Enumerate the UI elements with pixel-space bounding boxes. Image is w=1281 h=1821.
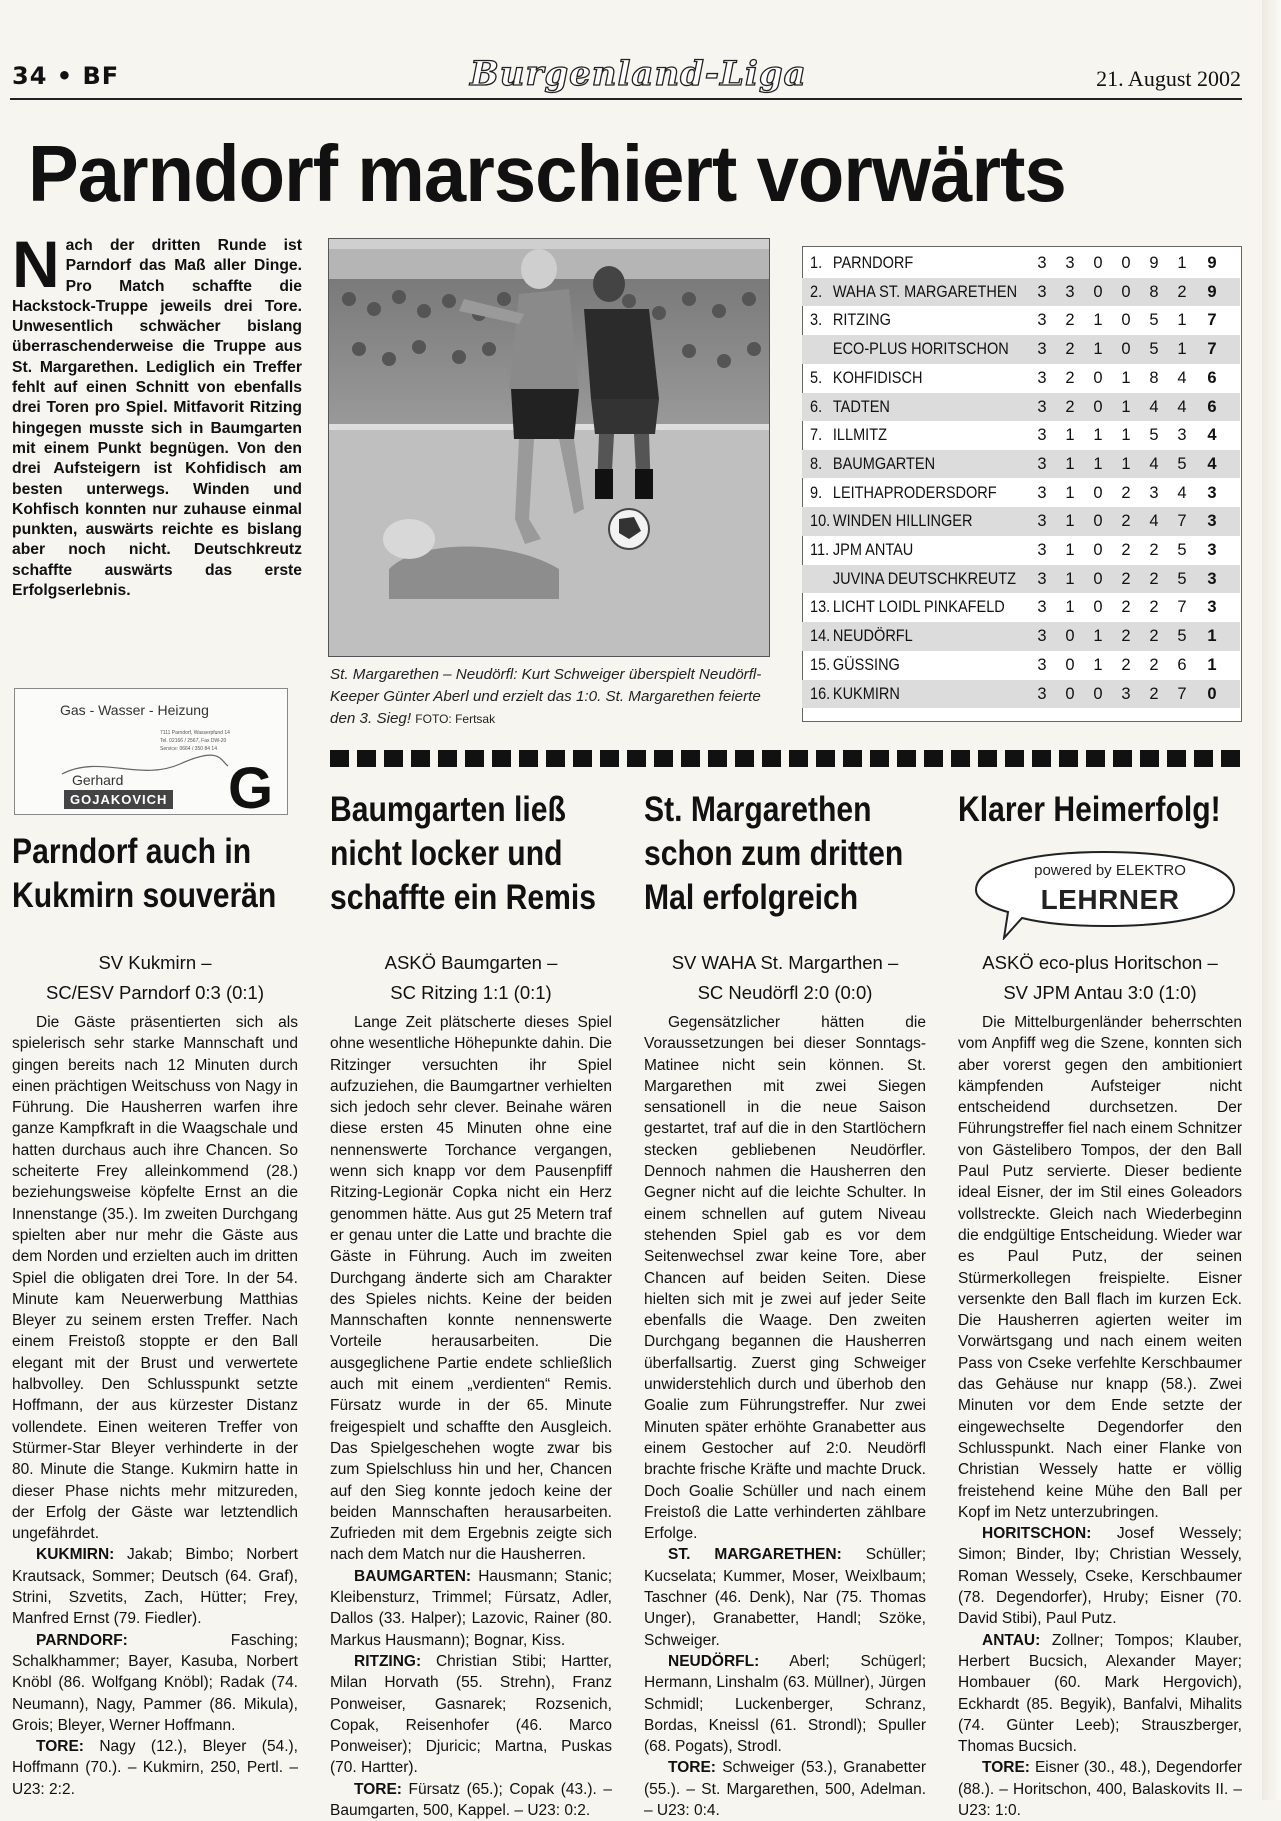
article-4-body	[958, 1012, 1242, 1821]
team-name	[810, 306, 1005, 335]
games-played: 3	[1037, 684, 1047, 703]
intro-text: ach der dritten Runde ist Parndorf das Maß aller Dinge. Pro Match schaffte die Hackstock-Truppe jeweils drei Tore. Unwesentlich schwächer bislang überraschenderweise die Truppe aus St. Margarethen. Lediglich ein Treffer fehlt auf einen Schnitt von ebenfalls drei Toren pro Spiel. Mitfavorit Ritzing hingegen musste sich in Baumgarten mit einem Punkt begnügen. Von den drei Aufsteigern ist Kohfidisch am besten unterwegs. Winden und Kohfisch konnten nur zuhause einmal punkten, auswärts reichte es bislang aber noch nicht. Deutschkreutz schaffte auswärts das erste Erfolgserlebnis.	[12, 237, 302, 600]
rank: 5.	[810, 368, 823, 387]
goals-for: 5	[1149, 311, 1159, 330]
lineup	[12, 1544, 298, 1629]
goals-for: 5	[1149, 340, 1159, 359]
wins: 1	[1065, 426, 1075, 445]
match-line: SV Kukmirn –	[98, 952, 212, 973]
ad-last-name: GOJAKOVICH	[64, 790, 173, 809]
article-2-body	[330, 1012, 612, 1821]
lineup-label: NEUDÖRFL:	[668, 1652, 760, 1670]
goals-against: 1	[1177, 340, 1187, 359]
team-label: WAHA ST. MARGARETHEN	[832, 282, 1018, 301]
goals-text: Schweiger (53.), Granabetter (55.). – St. Margarethen, 500, Adelman. – U23: 0:4.	[644, 1759, 926, 1819]
article-1-headline	[12, 830, 276, 918]
sponsor-name: LEHRNER	[1040, 884, 1180, 915]
page-edge-shadow	[1262, 0, 1281, 1800]
losses: 0	[1121, 340, 1131, 359]
table-row	[802, 565, 1240, 594]
main-headline: Parndorf marschiert vorwärts	[28, 129, 1066, 218]
table-row	[802, 651, 1240, 680]
lineup	[330, 1566, 612, 1651]
games-played: 3	[1037, 483, 1047, 502]
lineup-label: ST. MARGARETHEN:	[668, 1546, 842, 1564]
goals-against: 5	[1177, 569, 1187, 588]
games-played: 3	[1037, 282, 1047, 301]
article-text: Die Gäste präsentierten sich als spielerisch sehr starke Mannschaft und gingen bereits nach 12 Minuten durch einen prächtigen Weitschuss von Nagy in Führung. Die Hausherren warfen ihre ganze Kampfkraft in die Waagschale und hatten durchaus auch ihre Chancen. So scheiterte Frey alleinkommend (28.) beziehungsweise köpfelte Ernst an die Innenstange (35.). Im zweiten Durchgang spielten aber nur mehr die Gäste aus dem Norden und erzielten auch im dritten Spiel die obligaten drei Tore. In der 54. Minute kam Neuerwerbung Matthias Bleyer zu seinem ersten Treffer. Nach einem Freistoß stoppte er den Ball elegant mit der Brust und verwertete halbvolley. Den Schlusspunkt setzte Hoffmann, der aus kürzester Distanz vollendete. Einen weiteren Treffer von Stürmer-Star Bleyer verhinderte in der 80. Minute die Stange. Kukmirn hatte in dieser Phase nichts mehr mitzureden, der Erfolg der Gäste war letztendlich ungefährdet.	[12, 1014, 298, 1543]
team-name	[810, 536, 1005, 565]
games-played: 3	[1037, 426, 1047, 445]
team-label: ILLMITZ	[832, 426, 887, 445]
goals-for: 2	[1149, 598, 1159, 617]
losses: 2	[1121, 541, 1131, 559]
goals-for: 5	[1149, 426, 1159, 445]
draws: 0	[1093, 598, 1103, 617]
team-name	[810, 421, 1005, 450]
goals-label: TORE:	[36, 1738, 84, 1756]
points: 6	[1207, 368, 1217, 387]
wins: 2	[1065, 397, 1075, 416]
goals-against: 7	[1177, 598, 1187, 617]
ad-address-line: 7111 Parndorf, Wasserpfund 14	[160, 730, 230, 736]
goals-for: 4	[1149, 512, 1159, 531]
losses: 2	[1121, 627, 1131, 646]
section-title: Burgenland-Liga	[470, 54, 807, 94]
team-name	[810, 680, 1005, 709]
ad-service-line: Service: 0664 / 350 84 14	[160, 746, 217, 752]
team-label: KOHFIDISCH	[832, 368, 923, 387]
wins: 1	[1065, 454, 1075, 473]
losses: 0	[1121, 282, 1131, 301]
wins: 1	[1065, 569, 1075, 588]
goals-for: 2	[1149, 569, 1159, 588]
headline-line: St. Margarethen	[644, 790, 872, 829]
goals-text: Nagy (12.), Bleyer (54.), Hoffmann (70.). – Kukmirn, 250, Pertl. – U23: 2:2.	[12, 1738, 298, 1798]
article-1-match	[12, 948, 298, 1008]
article-2-match	[330, 948, 612, 1008]
lineup-text: Schüller; Kucselata; Kummer, Moser, Weixlbaum; Taschner (46. Denk), Nar (75. Thomas Unger), Granabetter, Handl; Szöke, Schweiger.	[644, 1546, 927, 1649]
team-label: WINDEN HILLINGER	[832, 512, 973, 531]
points: 3	[1207, 598, 1217, 617]
wins: 2	[1065, 340, 1075, 359]
goals-against: 1	[1177, 254, 1187, 272]
games-played: 3	[1037, 655, 1047, 674]
team-label: KUKMIRN	[832, 684, 900, 703]
ad-logo-letter: G	[228, 756, 274, 821]
goals-text: Eisner (30., 48.), Degendorfer (88.). – Horitschon, 400, Balaskovits II. – U23: 1:0.	[958, 1759, 1242, 1819]
points: 6	[1207, 397, 1217, 416]
lineup-label: BAUMGARTEN:	[354, 1567, 472, 1585]
points: 3	[1207, 541, 1217, 559]
points: 9	[1207, 254, 1217, 272]
losses: 1	[1121, 397, 1131, 416]
team-label: GÜSSING	[832, 655, 900, 674]
lineup	[958, 1523, 1242, 1629]
losses: 0	[1121, 254, 1131, 272]
intro-paragraph	[12, 227, 302, 601]
article-text: Lange Zeit plätscherte dieses Spiel ohne wesentliche Höhepunkte dahin. Die Ritzinger versuchten ihr Spiel aufzuziehen, die Baumgartner verhielten sich jedoch sehr clever. Beinahe wären diese ersten 45 Minuten ohne eine nennenswerte Torchance vergangen, wenn sich knapp vor dem Pausenpfiff Ritzing-Legionär Copka nicht ein Herz genommen hätte. Aus gut 25 Metern traf er genau unter die Latte und brachte die Gäste in Führung. Auch im zweiten Durchgang änderte sich am Charakter des Spieles nichts. Keine der beiden Mannschaften konnte nennenswerte Vorteile herausarbeiten. Die ausgeglichene Partie endete schließlich auch mit einem „verdienten“ Remis. Fürsatz wurde in der 65. Minute freigespielt und schaffte den Ausgleich. Das Spielgeschehen wogte zwar bis zum Spielschluss hin und her, Chancen auf den Sieg konnte jedoch keine der beiden Mannschaften herausarbeiten. Zufrieden mit dem Ergebnis zeigte sich nach dem Match nur die Hausherren.	[330, 1014, 612, 1564]
match-line: ASKÖ Baumgarten –	[384, 952, 558, 973]
goals-for: 8	[1149, 282, 1159, 301]
draws: 1	[1093, 454, 1103, 473]
headline-line: schon zum dritten	[644, 834, 904, 873]
rank: 7.	[810, 426, 823, 445]
rank: 9.	[810, 483, 823, 502]
ad-phone-line: Tel. 02166 / 2567, Fax DW-20	[160, 738, 227, 744]
games-played: 3	[1037, 340, 1047, 359]
goals-against: 4	[1177, 397, 1187, 416]
lineup	[958, 1630, 1242, 1758]
goals-against: 5	[1177, 541, 1187, 559]
goals-against: 1	[1177, 311, 1187, 330]
section-divider	[330, 750, 1242, 767]
lineup-text: Christian Stibi; Hartter, Milan Horvath (55. Strehn), Franz Ponweiser, Gasnarek; Rozsenich, Copak, Reisenhofer (46. Marco Ponweiser); Djuricic; Martna, Puskas (70. Hartter).	[330, 1652, 612, 1777]
rank: 16.	[810, 684, 831, 703]
headline-line: Klarer Heimerfolg!	[958, 790, 1221, 829]
goals-for: 4	[1149, 454, 1159, 473]
team-name	[810, 393, 1005, 422]
goals-against: 6	[1177, 655, 1187, 674]
team-label: JUVINA DEUTSCHKREUTZ	[832, 569, 1017, 588]
goals-for: 2	[1149, 541, 1159, 559]
points: 1	[1207, 627, 1217, 646]
article-4-headline	[958, 788, 1221, 832]
goals-for: 2	[1149, 684, 1159, 703]
lineup-label: RITZING:	[354, 1652, 422, 1670]
team-name	[810, 565, 1017, 594]
caption-text: St. Margarethen – Neudörfl: Kurt Schweiger überspielt Neudörfl-Keeper Günter Aberl und erzielt das 1:0. St. Margarethen feierte den 3. Sieg!	[330, 666, 762, 727]
rank: 3.	[810, 311, 823, 330]
team-label: ECO-PLUS HORITSCHON	[832, 340, 1009, 359]
team-label: NEUDÖRFL	[832, 627, 913, 646]
wins: 0	[1065, 627, 1075, 646]
goals-for: 2	[1149, 655, 1159, 674]
wins: 2	[1065, 368, 1075, 387]
team-label: BAUMGARTEN	[832, 454, 936, 473]
lineup	[12, 1630, 298, 1736]
team-label: JPM ANTAU	[832, 541, 914, 559]
goals	[644, 1757, 926, 1821]
article-3-body	[644, 1012, 926, 1821]
lineup	[644, 1651, 926, 1757]
headline-line: schaffte ein Remis	[330, 878, 596, 917]
points: 0	[1207, 684, 1217, 703]
team-name	[810, 507, 1005, 536]
goals-for: 9	[1149, 254, 1159, 272]
team-name	[810, 622, 1005, 651]
goals-label: TORE:	[354, 1780, 402, 1798]
wins: 3	[1065, 282, 1075, 301]
losses: 3	[1121, 684, 1131, 703]
wins: 1	[1065, 598, 1075, 617]
losses: 2	[1121, 512, 1131, 531]
games-played: 3	[1037, 627, 1047, 646]
page-number: 34 • BF	[12, 62, 120, 90]
match-line: SV JPM Antau 3:0 (1:0)	[1003, 982, 1197, 1003]
team-label: PARNDORF	[832, 254, 914, 272]
losses: 2	[1121, 483, 1131, 502]
goals-against: 7	[1177, 512, 1187, 531]
rank: 8.	[810, 454, 823, 473]
points: 7	[1207, 340, 1217, 359]
team-name	[810, 278, 1018, 307]
wins: 1	[1065, 512, 1075, 531]
goals-against: 4	[1177, 368, 1187, 387]
lineup-label: PARNDORF:	[36, 1631, 128, 1649]
team-name	[810, 479, 1005, 508]
lineup-text: Zollner; Tompos; Klauber, Herbert Bucsich, Alexander Mayer; Hombauer (60. Mark Hergovich), Eckhardt (85. Begyik), Banfalvi, Mihalits (74. Günter Leeb); Strauszberger, Thomas Bucsich.	[958, 1631, 1242, 1756]
ad-tagline: Gas - Wasser - Heizung	[60, 702, 209, 718]
goals-for: 8	[1149, 368, 1159, 387]
article-3-match	[644, 948, 926, 1008]
headline-line: Baumgarten ließ	[330, 790, 566, 829]
lineup	[330, 1651, 612, 1779]
lineup-label: KUKMIRN:	[36, 1546, 115, 1564]
losses: 0	[1121, 311, 1131, 330]
games-played: 3	[1037, 454, 1047, 473]
goals-against: 5	[1177, 627, 1187, 646]
draws: 0	[1093, 254, 1103, 272]
games-played: 3	[1037, 598, 1047, 617]
football-scene-image	[329, 239, 769, 656]
lineup-text: Hausmann; Stanic; Kleibensturz, Trimmel; Fürsatz, Adler, Dallos (33. Halper); Lazovic, Rainer (80. Markus Hausmann); Bognar, Kiss.	[330, 1567, 612, 1649]
article-3-headline	[644, 788, 903, 920]
points: 4	[1207, 454, 1217, 473]
table-row	[802, 593, 1240, 622]
team-name	[810, 651, 1005, 680]
team-name	[810, 249, 1005, 278]
lineup-text: Josef Wessely; Simon; Binder, Iby; Christian Wessely, Roman Wessely, Cseke, Kerschbaumer (78. Degendorfer), Hruby; Eisner (70. David Stibi), Paul Putz.	[958, 1525, 1242, 1628]
points: 4	[1207, 426, 1217, 445]
article-text: Gegensätzlicher hätten die Voraussetzungen bei dieser Sonntags-Matinee nicht sein können. St. Margarethen mit zwei Siegen sensationell in die neue Saison gestartet, traf auf die in den Startlöchern stecken gebliebenen Neudörfler. Dennoch nahmen die Hausherren den Gegner nicht auf die leichte Schulter. In einem schnellen auf gutem Niveau stehenden Spiel gab es vor dem Seitenwechsel zwar keine Tore, aber Chancen auf beiden Seiten. Diese hielten sich mit je zwei auf jeder Seite ebenfalls die Waage. Den zweiten Durchgang begannen die Hausherren überfallsartig. Zuerst ging Schweiger unwiderstehlich durch und überhob den Goalie zum Führungstreffer. Nur zwei Minuten später erhöhte Granabetter aus einem Gestocher auf 2:0. Neudörfl brachte frische Kräfte und machte Druck. Doch Goalie Schüller und nach einem Freistoß die Latte verhinderten zählbare Erfolge.	[644, 1014, 926, 1543]
points: 3	[1207, 569, 1217, 588]
draws: 1	[1093, 426, 1103, 445]
match-line: SC/ESV Parndorf 0:3 (0:1)	[46, 982, 264, 1003]
draws: 0	[1093, 483, 1103, 502]
points: 3	[1207, 512, 1217, 531]
losses: 1	[1121, 454, 1131, 473]
rank: 11.	[810, 541, 830, 559]
table-row	[802, 335, 1240, 364]
draws: 0	[1093, 397, 1103, 416]
match-line: SV WAHA St. Margarthen –	[671, 952, 899, 973]
team-label: LICHT LOIDL PINKAFELD	[832, 598, 1005, 617]
match-line: SC Neudörfl 2:0 (0:0)	[697, 982, 873, 1003]
headline-line: Mal erfolgreich	[644, 878, 859, 917]
games-played: 3	[1037, 541, 1047, 559]
headline-line: nicht locker und	[330, 834, 563, 873]
losses: 2	[1121, 655, 1131, 674]
lineup-text: Aberl; Schügerl; Hermann, Linshalm (63. Müllner), Jürgen Schmidl; Luckenberger, Schranz, Bordas, Kneissl (61. Strondl); Spuller (68. Pogats), Strodl.	[644, 1652, 927, 1756]
wins: 1	[1065, 483, 1075, 502]
match-line: ASKÖ eco-plus Horitschon –	[982, 952, 1218, 973]
points: 7	[1207, 311, 1217, 330]
drop-cap: N	[12, 227, 60, 301]
games-played: 3	[1037, 569, 1047, 588]
lineup-text: Fasching; Schalkhammer; Bayer, Kasuba, Norbert Knöbl (86. Wolfgang Knöbl); Radak (74. Neumann), Nagy, Pammer (86. Mikula), Grois; Bleyer, Werner Hoffmann.	[12, 1631, 298, 1734]
table-row	[802, 622, 1240, 651]
goals-against: 5	[1177, 454, 1187, 473]
points: 1	[1207, 655, 1217, 674]
headline-line: Kukmirn souverän	[12, 876, 277, 915]
goals-for: 4	[1149, 397, 1159, 416]
team-label: TADTEN	[832, 397, 890, 416]
article-2-headline	[330, 788, 596, 920]
ad-first-name: Gerhard	[72, 772, 124, 788]
draws: 0	[1093, 684, 1103, 703]
table-row	[802, 306, 1240, 335]
games-played: 3	[1037, 512, 1047, 531]
games-played: 3	[1037, 311, 1047, 330]
rank: 15.	[810, 655, 831, 674]
goals-for: 2	[1149, 627, 1159, 646]
points: 3	[1207, 483, 1217, 502]
goals-against: 4	[1177, 483, 1187, 502]
table-row	[802, 364, 1240, 393]
points: 9	[1207, 282, 1217, 301]
lineup-text: Jakab; Bimbo; Norbert Krautsack, Sommer; Deutsch (64. Graf), Strini, Szvetits, Zach, Hütter; Frey, Manfred Ernst (79. Fiedler).	[12, 1546, 298, 1628]
header-rule	[10, 98, 1242, 100]
draws: 0	[1093, 512, 1103, 531]
team-name	[810, 450, 1005, 479]
wins: 2	[1065, 311, 1075, 330]
rank: 13.	[810, 598, 831, 617]
match-line: SC Ritzing 1:1 (0:1)	[390, 982, 552, 1003]
wins: 0	[1065, 655, 1075, 674]
match-photo	[328, 238, 770, 657]
table-row	[802, 680, 1240, 709]
team-label: RITZING	[832, 311, 891, 330]
table-row	[802, 278, 1240, 307]
lineup-label: HORITSCHON:	[982, 1525, 1092, 1543]
table-row	[802, 479, 1240, 508]
lineup	[644, 1544, 926, 1650]
wins: 1	[1065, 541, 1075, 559]
games-played: 3	[1037, 254, 1047, 272]
draws: 0	[1093, 368, 1103, 387]
team-name	[810, 335, 1009, 364]
losses: 2	[1121, 569, 1131, 588]
rank: 2.	[810, 282, 823, 301]
wins: 3	[1065, 254, 1075, 272]
goals-against: 2	[1177, 282, 1187, 301]
goals	[12, 1736, 298, 1800]
team-name	[810, 364, 1005, 393]
issue-date: 21. August 2002	[1096, 66, 1241, 91]
table-row	[802, 450, 1240, 479]
table-row	[802, 393, 1240, 422]
article-4-match	[958, 948, 1242, 1008]
team-label: LEITHAPRODERSDORF	[832, 483, 997, 502]
wins: 0	[1065, 684, 1075, 703]
draws: 1	[1093, 627, 1103, 646]
rank: 14.	[810, 627, 831, 646]
article-text: Die Mittelburgenländer beherrschten vom Anpfiff weg die Szene, konnten sich aber vorerst gegen den ambitioniert kämpfenden Aufsteiger nicht entscheidend durchsetzen. Der Führungstreffer fiel nach einem Schnitzer von Gästelibero Tompos, der den Ball Paul Putz servierte. Dieser bediente ideal Eisner, der im Stil eines Goleadors vollstreckte. Gleich nach Wiederbeginn die endgültige Entscheidung. Wieder war es Paul Putz, der seinen Stürmerkollegen freispielte. Eisner versenkte den Ball flach im kurzen Eck. Die Hausherren agierten weiter im Vorwärtsgang und nach einem weiten Pass von Cseke verfehlte Kerschbaumer das Gehäuse nur knapp (58.). Zwei Minuten vor dem Ende setzte der eingewechselte Degendorfer den Schlusspunkt. Nach einer Flanke von Christian Wessely hatte er völlig freistehend keine Mühe den Ball per Kopf im Netz unterzubringen.	[958, 1014, 1242, 1521]
rank: 10.	[810, 512, 831, 531]
powered-by-label: powered by ELEKTRO	[1034, 862, 1186, 879]
goals-against: 7	[1177, 684, 1187, 703]
rank: 6.	[810, 397, 823, 416]
goals-against: 3	[1177, 426, 1187, 445]
goals-label: TORE:	[982, 1759, 1030, 1777]
draws: 1	[1093, 340, 1103, 359]
table-row	[802, 536, 1240, 565]
games-played: 3	[1037, 368, 1047, 387]
games-played: 3	[1037, 397, 1047, 416]
draws: 1	[1093, 655, 1103, 674]
table-row	[802, 421, 1240, 450]
table-row	[802, 249, 1240, 278]
draws: 0	[1093, 282, 1103, 301]
team-name	[810, 593, 1005, 622]
losses: 1	[1121, 368, 1131, 387]
draws: 1	[1093, 311, 1103, 330]
losses: 1	[1121, 426, 1131, 445]
article-1-body	[12, 1012, 298, 1800]
draws: 0	[1093, 569, 1103, 588]
photo-caption	[330, 664, 776, 730]
goals	[958, 1757, 1242, 1821]
losses: 2	[1121, 598, 1131, 617]
goals-text: Fürsatz (65.); Copak (43.). – Baumgarten, 500, Kappel. – U23: 0:2.	[330, 1780, 613, 1819]
table-row	[802, 507, 1240, 536]
lineup-label: ANTAU:	[982, 1631, 1041, 1649]
photo-credit: FOTO: Fertsak	[415, 712, 496, 726]
draws: 0	[1093, 541, 1103, 559]
goals-for: 3	[1149, 483, 1159, 502]
goals-label: TORE:	[668, 1759, 716, 1777]
headline-line: Parndorf auch in	[12, 832, 252, 871]
rank: 1.	[810, 254, 823, 272]
